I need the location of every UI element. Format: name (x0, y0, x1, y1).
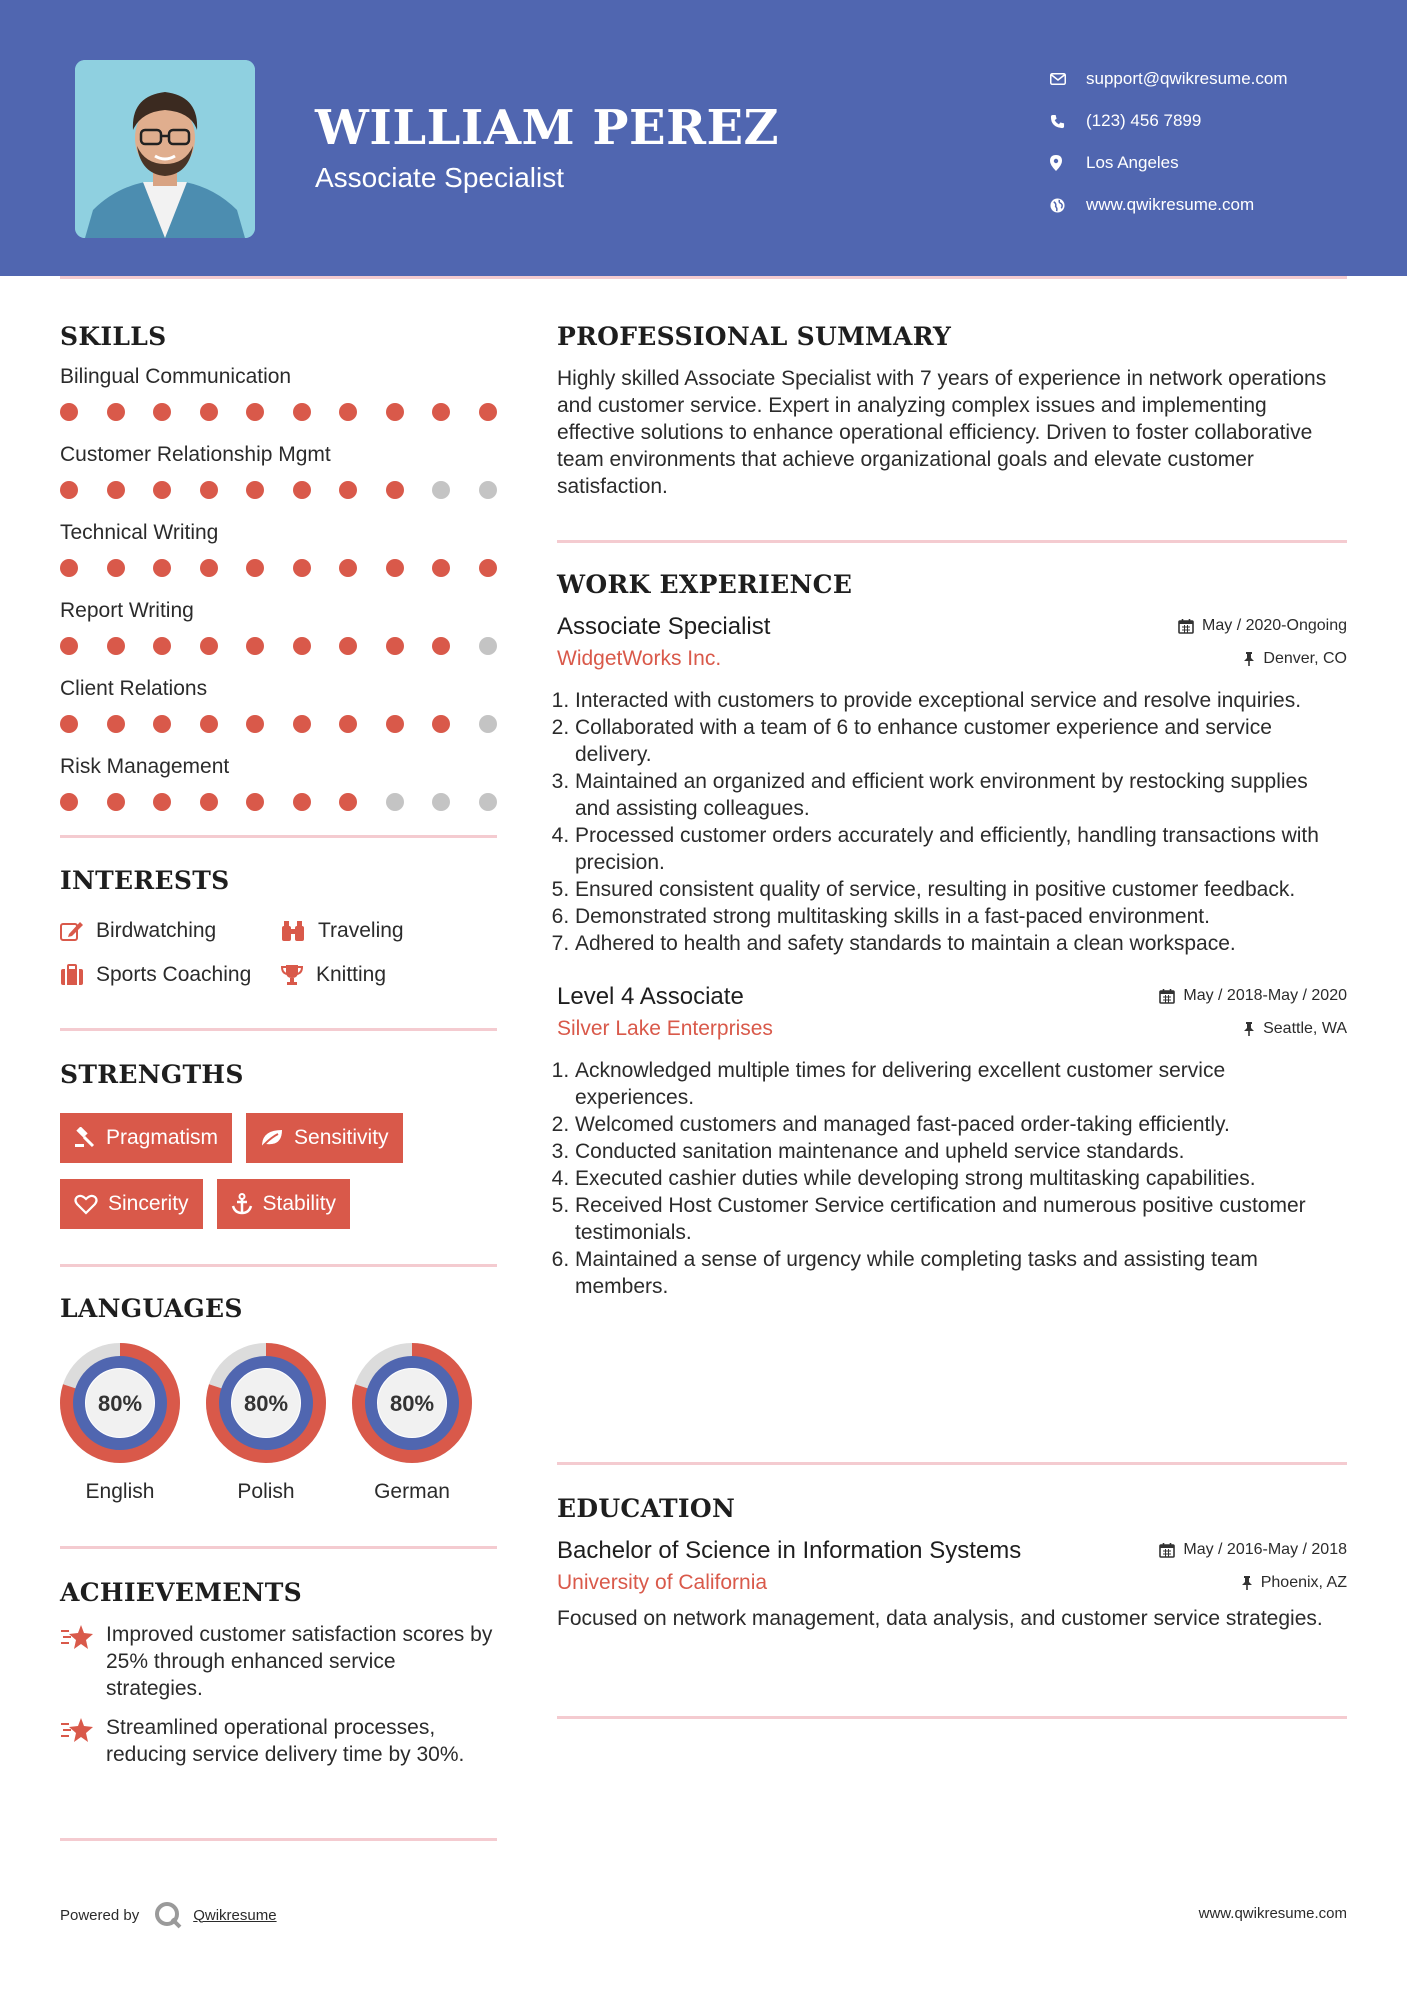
rating-dot-filled (386, 637, 404, 655)
section-divider (60, 1838, 497, 1841)
interests-heading: INTERESTS (60, 866, 230, 895)
rating-dot-empty (479, 637, 497, 655)
job-bullet: 4. Processed customer orders accurately and efficiently, handling transactions with precision. (575, 822, 1347, 876)
skill-name: Customer Relationship Mgmt (60, 443, 331, 466)
education-description: Focused on network management, data analysis, and customer service strategies. (557, 1607, 1323, 1630)
anchor-icon (231, 1193, 253, 1215)
summary-section (557, 322, 1347, 500)
footer-website[interactable]: www.qwikresume.com (1198, 1905, 1347, 1922)
trophy-icon (280, 964, 304, 986)
strengths-list (60, 1113, 497, 1229)
strength-label: Sensitivity (294, 1126, 389, 1149)
rating-dot-filled (432, 715, 450, 733)
language-ring (206, 1343, 326, 1463)
language-percent: 80% (389, 1391, 435, 1416)
skill-rating (60, 793, 497, 811)
header-divider (60, 276, 1347, 279)
strength-label: Stability (262, 1192, 337, 1215)
languages-heading: LANGUAGES (60, 1294, 243, 1323)
skill-name: Technical Writing (60, 521, 219, 544)
language-percent: 80% (97, 1391, 143, 1416)
rating-dot-filled (339, 481, 357, 499)
location-pin-icon (1050, 155, 1086, 171)
section-divider (60, 1264, 497, 1267)
rating-dot-filled (339, 637, 357, 655)
email-icon (1050, 73, 1086, 85)
powered-by-text: Powered by (60, 1906, 140, 1924)
achievement-text: Streamlined operational processes, reducing service delivery time by 30%. (106, 1716, 465, 1766)
interest-label: Traveling (318, 919, 404, 942)
job-bullet: 3. Conducted sanitation maintenance and upheld service standards. (575, 1138, 1347, 1165)
skill-name: Risk Management (60, 755, 230, 778)
job-bullet: 6. Maintained a sense of urgency while completing tasks and assisting team members. (575, 1246, 1347, 1300)
job-location-text: Denver, CO (1263, 650, 1347, 667)
job-bullet: 7. Adhered to health and safety standards to maintain a clean workspace. (575, 930, 1347, 957)
language-percent: 80% (243, 1391, 289, 1416)
pushpin-icon (1243, 651, 1255, 667)
rating-dot-filled (107, 793, 125, 811)
strength-label: Sincerity (108, 1192, 189, 1215)
rating-dot-filled (293, 481, 311, 499)
education-dates (1159, 1541, 1347, 1559)
achievements-section (60, 1578, 497, 1768)
rating-dot-filled (60, 637, 78, 655)
rating-dot-filled (432, 559, 450, 577)
rating-dot-filled (339, 403, 357, 421)
job-bullet: 1. Interacted with customers to provide exceptional service and resolve inquiries. (575, 687, 1347, 714)
section-divider (557, 1462, 1347, 1465)
rating-dot-filled (60, 559, 78, 577)
rating-dot-empty (479, 715, 497, 733)
rating-dot-filled (107, 637, 125, 655)
job-bullet: 2. Welcomed customers and managed fast-paced order-taking efficiently. (575, 1111, 1347, 1138)
pencil-square-icon (60, 920, 84, 942)
language-ring (352, 1343, 472, 1463)
language-item (352, 1343, 472, 1504)
candidate-name: WILLIAM PEREZ (315, 100, 780, 156)
rating-dot-filled (293, 559, 311, 577)
rating-dot-filled (107, 559, 125, 577)
job-dates-text: May / 2018-May / 2020 (1183, 987, 1347, 1004)
languages-list (60, 1343, 497, 1504)
rating-dot-filled (246, 403, 264, 421)
pushpin-icon (1241, 1575, 1253, 1591)
skills-section (60, 322, 497, 833)
rating-dot-filled (246, 481, 264, 499)
skill-rating (60, 403, 497, 421)
contact-email-text: support@qwikresume.com (1086, 69, 1288, 88)
job-location (1243, 650, 1347, 668)
company-name: WidgetWorks Inc. (557, 647, 722, 670)
shooting-star-icon (60, 1716, 94, 1744)
rating-dot-empty (432, 793, 450, 811)
heart-icon (74, 1193, 98, 1215)
rating-dot-filled (386, 715, 404, 733)
rating-dot-filled (386, 559, 404, 577)
rating-dot-filled (246, 559, 264, 577)
job-title: Level 4 Associate (557, 983, 744, 1010)
skill-name: Report Writing (60, 599, 194, 622)
job-bullet: 3. Maintained an organized and efficient work environment by restocking supplies and assisting colleagues. (575, 768, 1347, 822)
language-item (60, 1343, 180, 1504)
gavel-icon (74, 1127, 96, 1149)
rating-dot-filled (432, 637, 450, 655)
rating-dot-filled (293, 403, 311, 421)
experience-heading: WORK EXPERIENCE (557, 570, 853, 599)
interest-item (60, 919, 280, 943)
rating-dot-filled (60, 793, 78, 811)
job-location (1243, 1020, 1347, 1038)
education-section (557, 1494, 1347, 1632)
job-bullets (557, 1057, 1347, 1300)
interest-item (60, 963, 280, 987)
candidate-title: Associate Specialist (315, 162, 565, 193)
rating-dot-filled (246, 793, 264, 811)
rating-dot-filled (200, 403, 218, 421)
section-divider (60, 1028, 497, 1031)
rating-dot-filled (339, 793, 357, 811)
job-dates-text: May / 2020-Ongoing (1202, 617, 1347, 634)
achievement-item (60, 1621, 497, 1702)
brand-link[interactable]: Qwikresume (193, 1906, 277, 1924)
rating-dot-filled (107, 403, 125, 421)
rating-dot-filled (60, 715, 78, 733)
strength-tag (60, 1113, 232, 1163)
interest-label: Sports Coaching (96, 963, 252, 986)
contact-location-text: Los Angeles (1086, 153, 1179, 172)
section-divider (557, 1716, 1347, 1719)
rating-dot-empty (479, 793, 497, 811)
strength-label: Pragmatism (106, 1126, 219, 1149)
rating-dot-empty (432, 481, 450, 499)
skill-rating (60, 559, 497, 577)
company-name: Silver Lake Enterprises (557, 1017, 773, 1040)
skill-rating (60, 715, 497, 733)
language-item (206, 1343, 326, 1504)
job-dates (1178, 617, 1347, 635)
section-divider (60, 835, 497, 838)
job-bullet: 6. Demonstrated strong multitasking skills in a fast-paced environment. (575, 903, 1347, 930)
education-location-text: Phoenix, AZ (1260, 1574, 1347, 1591)
languages-section (60, 1294, 497, 1504)
contact-website-text: www.qwikresume.com (1086, 195, 1255, 214)
job-location-text: Seattle, WA (1263, 1020, 1347, 1037)
strength-tag (60, 1179, 203, 1229)
rating-dot-filled (339, 715, 357, 733)
skill-rating (60, 637, 497, 655)
rating-dot-filled (60, 403, 78, 421)
rating-dot-filled (339, 559, 357, 577)
leaf-icon (260, 1128, 284, 1148)
job-dates (1159, 987, 1347, 1005)
binoculars-icon (280, 920, 306, 942)
rating-dot-filled (200, 637, 218, 655)
calendar-icon (1159, 1542, 1175, 1558)
interest-label: Birdwatching (96, 919, 217, 942)
resume-header (0, 0, 1407, 276)
language-label: Polish (237, 1480, 295, 1503)
strength-tag (246, 1113, 403, 1163)
job-title: Associate Specialist (557, 613, 771, 640)
job-bullet: 5. Received Host Customer Service certification and numerous positive customer testimonials. (575, 1192, 1347, 1246)
rating-dot-empty (479, 481, 497, 499)
strengths-heading: STRENGTHS (60, 1060, 244, 1089)
rating-dot-filled (200, 559, 218, 577)
footer-branding (60, 1900, 277, 1930)
skill-name: Client Relations (60, 677, 208, 700)
summary-text: Highly skilled Associate Specialist with 7 years of experience in network operations and customer service. Expert in analyzing complex issues and implementing effective solutions to enhance operational efficiency. Driven to foster collaborative team environments that achieve organizational goals and elevate customer satisfaction. (557, 367, 1327, 498)
briefcase-icon (60, 964, 84, 986)
education-heading: EDUCATION (557, 1494, 736, 1523)
education-location (1241, 1574, 1347, 1592)
rating-dot-filled (479, 559, 497, 577)
pushpin-icon (1243, 1021, 1255, 1037)
rating-dot-filled (386, 403, 404, 421)
rating-dot-filled (200, 715, 218, 733)
rating-dot-filled (479, 403, 497, 421)
shooting-star-icon (60, 1623, 94, 1651)
job-bullets (557, 687, 1347, 957)
job-bullet: 2. Collaborated with a team of 6 to enhance customer experience and service delivery. (575, 714, 1347, 768)
profile-photo (75, 60, 255, 238)
contact-list (1050, 58, 1288, 226)
globe-icon (1050, 198, 1086, 213)
job-entry (557, 983, 1347, 1300)
achievement-text: Improved customer satisfaction scores by 25% through enhanced service strategies. (106, 1623, 493, 1700)
rating-dot-filled (107, 481, 125, 499)
interest-item (280, 919, 500, 943)
section-divider (60, 1546, 497, 1549)
section-divider (557, 540, 1347, 543)
rating-dot-filled (153, 637, 171, 655)
rating-dot-filled (246, 715, 264, 733)
contact-location (1050, 142, 1288, 184)
rating-dot-filled (153, 793, 171, 811)
contact-phone-text: (123) 456 7899 (1086, 111, 1202, 130)
job-bullet: 4. Executed cashier duties while developing strong multitasking capabilities. (575, 1165, 1347, 1192)
phone-icon (1050, 114, 1086, 129)
skills-list (60, 365, 497, 811)
school-name: University of California (557, 1571, 768, 1594)
rating-dot-filled (153, 403, 171, 421)
rating-dot-filled (246, 637, 264, 655)
rating-dot-filled (153, 559, 171, 577)
rating-dot-filled (153, 481, 171, 499)
contact-website[interactable] (1050, 184, 1288, 226)
interest-label: Knitting (316, 963, 387, 986)
strength-tag (217, 1179, 351, 1229)
job-bullet: 1. Acknowledged multiple times for delivering excellent customer service experiences. (575, 1057, 1347, 1111)
skills-heading: SKILLS (60, 322, 167, 351)
rating-dot-filled (293, 715, 311, 733)
rating-dot-filled (107, 715, 125, 733)
language-label: English (85, 1480, 155, 1503)
rating-dot-filled (293, 793, 311, 811)
contact-phone[interactable] (1050, 100, 1288, 142)
interests-list (60, 919, 497, 987)
education-dates-text: May / 2016-May / 2018 (1183, 1541, 1347, 1558)
language-ring (60, 1343, 180, 1463)
job-bullet: 5. Ensured consistent quality of service, resulting in positive customer feedback. (575, 876, 1347, 903)
achievement-item (60, 1714, 497, 1768)
interest-item (280, 963, 500, 987)
contact-email[interactable] (1050, 58, 1288, 100)
strengths-section (60, 1060, 497, 1229)
experience-section (557, 570, 1347, 1300)
degree-title: Bachelor of Science in Information Systems (557, 1537, 1022, 1564)
interests-section (60, 866, 497, 987)
calendar-icon (1159, 988, 1175, 1004)
rating-dot-filled (60, 481, 78, 499)
rating-dot-filled (200, 793, 218, 811)
rating-dot-filled (200, 481, 218, 499)
calendar-icon (1178, 618, 1194, 634)
achievements-heading: ACHIEVEMENTS (60, 1578, 302, 1607)
rating-dot-filled (432, 403, 450, 421)
rating-dot-filled (293, 637, 311, 655)
skill-rating (60, 481, 497, 499)
qwikresume-logo-icon (153, 1900, 183, 1930)
summary-heading: PROFESSIONAL SUMMARY (557, 322, 952, 351)
job-entry (557, 613, 1347, 957)
language-label: German (374, 1480, 450, 1503)
skill-name: Bilingual Communication (60, 365, 292, 388)
rating-dot-empty (386, 793, 404, 811)
rating-dot-filled (153, 715, 171, 733)
rating-dot-filled (386, 481, 404, 499)
